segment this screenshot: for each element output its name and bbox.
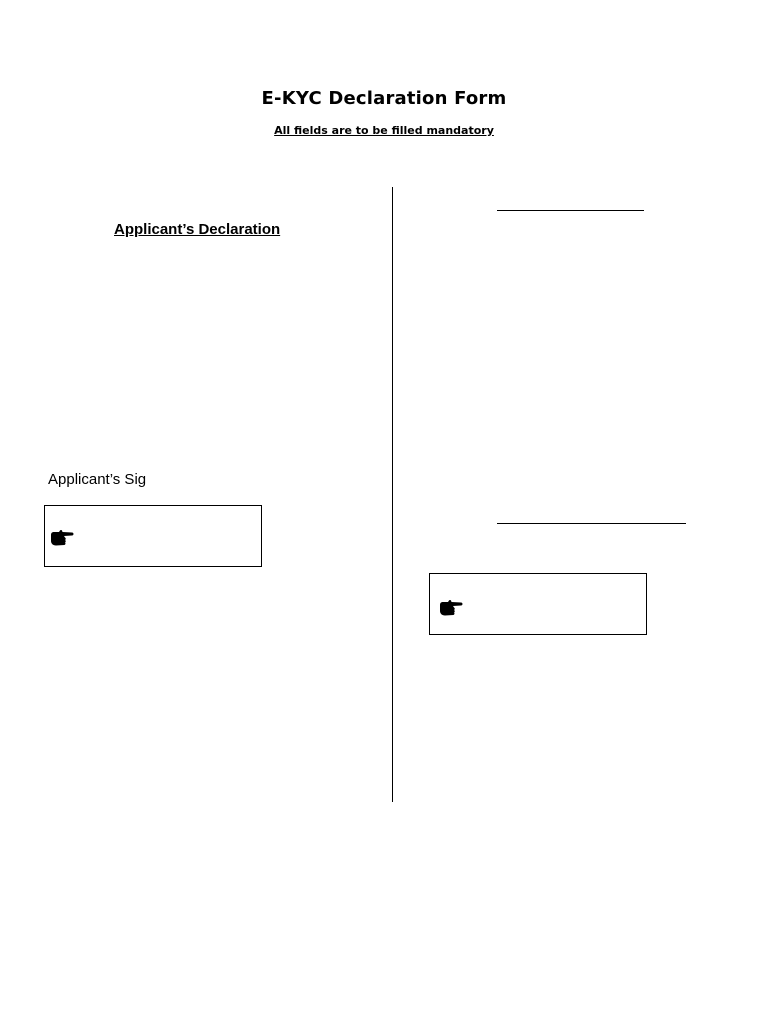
blank-field-line-middle[interactable] xyxy=(497,523,686,524)
column-divider xyxy=(392,187,393,802)
page-title: E-KYC Declaration Form xyxy=(261,88,507,109)
second-signature-box[interactable] xyxy=(429,573,647,635)
pointing-hand-icon xyxy=(49,529,75,547)
page-subtitle: All fields are to be filled mandatory xyxy=(274,124,494,137)
blank-field-line-top[interactable] xyxy=(497,210,644,211)
applicant-signature-label: Applicant’s Sig xyxy=(48,471,147,488)
applicant-signature-box[interactable] xyxy=(44,505,262,567)
applicant-declaration-heading: Applicant’s Declaration xyxy=(114,221,281,238)
pointing-hand-icon xyxy=(438,599,464,617)
